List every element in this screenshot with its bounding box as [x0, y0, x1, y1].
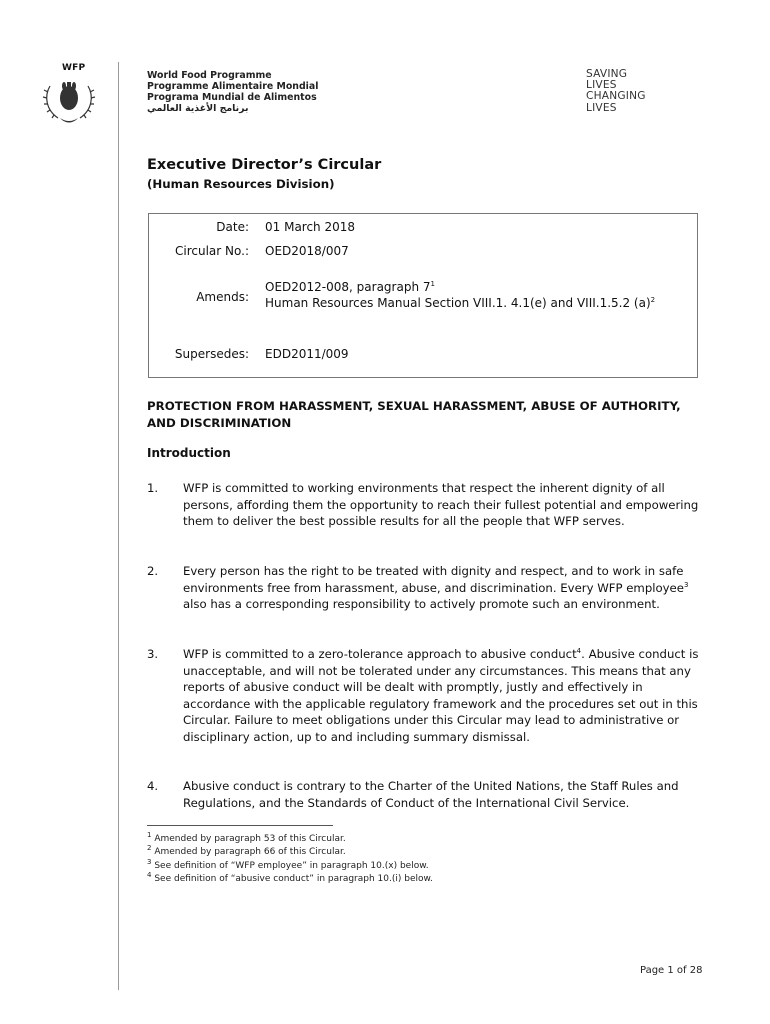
- logo-text: WFP: [62, 63, 86, 73]
- page-number: Page 1 of 28: [640, 965, 703, 976]
- supersedes-label: Supersedes:: [174, 347, 249, 361]
- footnote: $^1$ Amended by paragraph 53 of this Circular.: [147, 831, 346, 844]
- paragraph-text: WFP is committed to working environments that respect the inherent dignity of all persons, affording them the opportunity to reach their fullest potential and empowering them to deliver the best possible results for all the people that WFP serves.: [183, 481, 699, 529]
- margin-divider: [118, 62, 119, 990]
- paragraph-text: Abusive conduct is contrary to the Charter of the United Nations, the Staff Rules and Regulations, and the Standards of Conduct of the International Civil Service.: [183, 779, 679, 810]
- amends-line-1: OED2012-008, paragraph $7^1$: [265, 280, 435, 294]
- paragraph-number: 1.: [147, 481, 159, 495]
- paragraph-3: [147, 646, 707, 746]
- circular-info-box: [148, 213, 698, 378]
- amends-label: Amends:: [196, 290, 249, 304]
- footnote-ref[interactable]: 4: [576, 647, 582, 656]
- introduction-heading: Introduction: [147, 446, 231, 460]
- section-heading: PROTECTION FROM HARASSMENT, SEXUAL HARASSMENT, ABUSE OF AUTHORITY, AND DISCRIMINATION: [147, 399, 681, 430]
- paragraph-2: [147, 563, 707, 613]
- paragraph-1: [147, 480, 707, 530]
- footnote-ref[interactable]: 2: [650, 296, 656, 304]
- date-value: 01 March 2018: [265, 220, 356, 234]
- slogan-line: LIVES: [586, 79, 617, 92]
- paragraph-text: Every person has the right to be treated with dignity and respect, and to work in safe environments free from harassment, abuse, and discrimination. Every WFP employee$^3$ also has a corresponding responsibility to actively promote such an environment.: [183, 564, 689, 612]
- footnote-ref[interactable]: 3: [683, 580, 689, 589]
- slogan-line: SAVING: [586, 68, 628, 80]
- paragraph-number: 2.: [147, 564, 159, 578]
- footnote-ref[interactable]: 1: [430, 280, 435, 288]
- footnote: $^3$ See definition of “WFP employee” in paragraph 10.(x) below.: [147, 857, 429, 871]
- organization-names: [147, 70, 318, 114]
- circular-number-label: Circular No.:: [175, 244, 249, 258]
- footnote: $^2$ Amended by paragraph 66 of this Circular.: [147, 844, 346, 858]
- paragraph-number: 3.: [147, 647, 159, 661]
- date-label: Date:: [216, 220, 249, 234]
- document-title: Executive Director’s Circular: [147, 157, 382, 173]
- amends-line-2: Human Resources Manual Section VIII.1. 4.1(e) and VIII.1.5.2 $(a)^2$: [265, 296, 656, 310]
- paragraph-4: [147, 778, 707, 811]
- org-name-ar: برنامج الأغذية العالمي: [147, 103, 249, 114]
- org-name-en: World Food Programme: [147, 70, 272, 81]
- document-subtitle: (Human Resources Division): [147, 177, 335, 191]
- org-name-es: Programa Mundial de Alimentos: [147, 92, 317, 103]
- org-name-fr: Programme Alimentaire Mondial: [147, 81, 319, 92]
- slogan-line: CHANGING: [586, 90, 646, 103]
- slogan-line: LIVES: [586, 101, 617, 114]
- paragraph-text: WFP is committed to a zero-tolerance approach to abusive conduct$^4$. Abusive conduct is unacceptable, and will not be tolerated under any circumstances. This means that any reports of abusive conduct will be dealt with promptly, justly and effectively in accordance with the applicable regulatory framework and the procedures set out in this Circular. Failure to meet obligations under this Circular may lead to administrative or disciplinary action, up to and including summary dismissal.: [183, 647, 699, 744]
- supersedes-value: EDD2011/009: [265, 347, 349, 361]
- slogan: [586, 69, 646, 114]
- paragraph-number: 4.: [147, 779, 159, 793]
- footnotes: [147, 833, 433, 886]
- footnote-separator: [147, 825, 333, 826]
- circular-number-value: OED2018/007: [265, 244, 349, 258]
- footnote: $^4$ See definition of “abusive conduct” in paragraph 10.(i) below.: [147, 870, 433, 884]
